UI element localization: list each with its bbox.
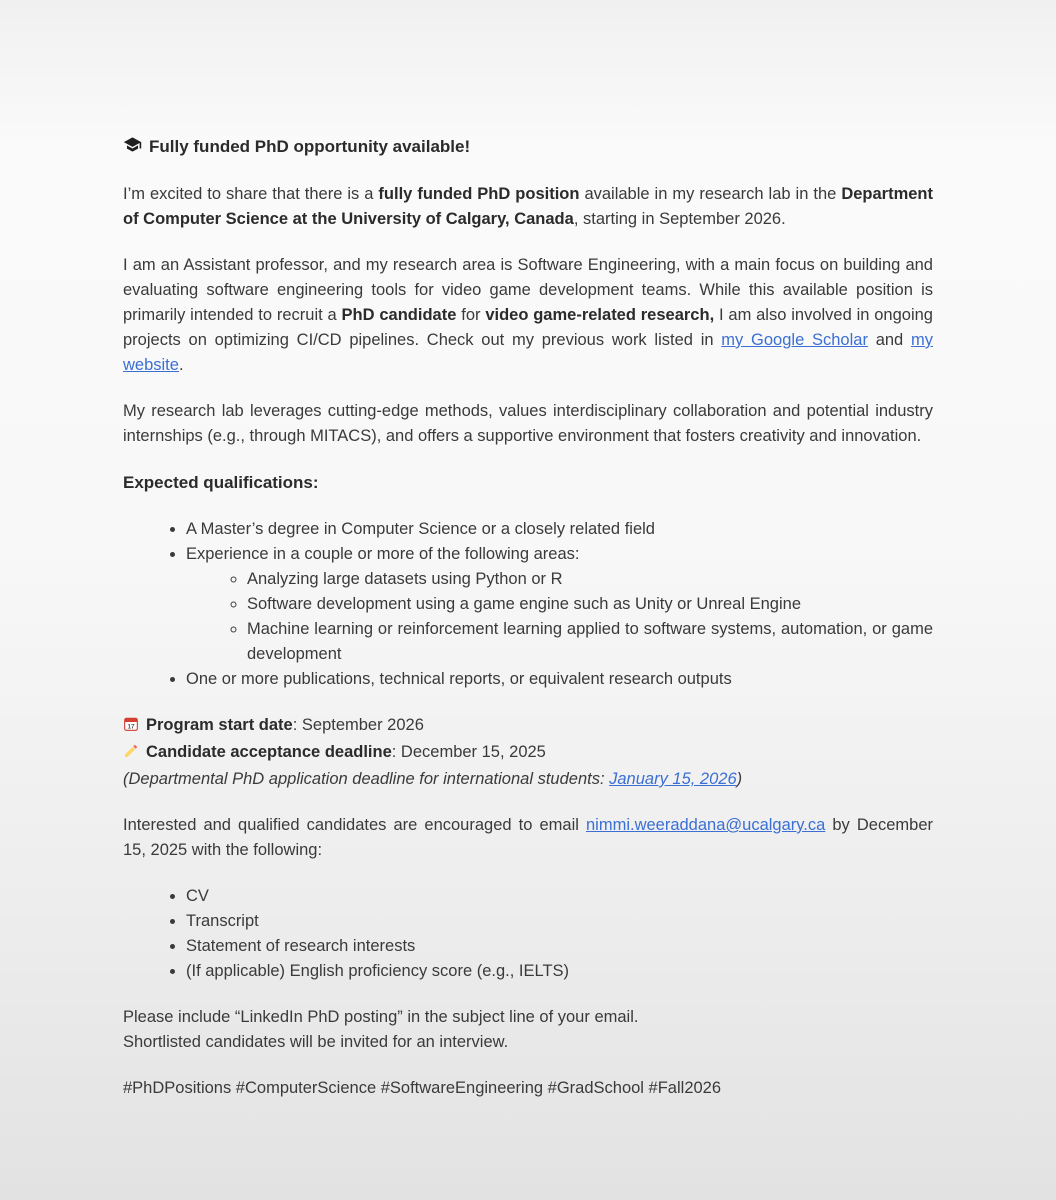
bold-run: video game-related research, [485,306,715,324]
text-run: ) [736,770,743,788]
sub-list-item: ◦ Software development using a game engine such as Unity or Unreal Engine [247,592,933,617]
qualifications-list [123,517,933,692]
closing-line-2: Shortlisted candidates will be invited for an interview. [123,1033,509,1051]
text-run: , starting in September 2026. [573,210,786,228]
hashtags-line: #PhDPositions #ComputerScience #SoftwareEngineering #GradSchool #Fall2026 [123,1079,722,1097]
text-run: I am an Assistant professor, and my research area is Software Engineering, with a main focus on building and evaluating software engineering tools for video game development teams. While this available position is primarily intended to recruit a [123,256,933,324]
calendar-icon [123,718,139,736]
list-item [186,542,933,667]
list-item: • A Master’s degree in Computer Science or a closely related field [186,517,933,542]
email-link[interactable]: nimmi.weeraddana@ucalgary.ca [585,816,826,834]
text-run: I’m excited to share that there is a [123,185,379,203]
google-scholar-link[interactable]: my Google Scholar [721,331,868,349]
lab-paragraph: My research lab leverages cutting-edge methods, values interdisciplinary collaboration and potential industry internships (e.g., through MITACS), and offers a supportive environment that fosters creativity and innovation. [123,402,933,445]
deadline-line [123,740,933,767]
bold-run: Department of Computer Science at the University of Calgary, Canada [123,185,933,228]
text-run: Interested and qualified candidates are encouraged to email [123,816,586,834]
documents-list [123,884,933,984]
svg-text:17: 17 [127,723,135,731]
sub-list-item: ◦ Machine learning or reinforcement learning applied to software systems, automation, or game development [247,617,933,667]
text-run: available in my research lab in the [579,185,842,203]
text-run: by December 15, 2025 with the following: [123,816,933,859]
qualifications-heading: Expected qualifications: [123,473,319,492]
memo-pencil-icon [123,745,139,763]
sub-list-item: ◦ Analyzing large datasets using Python or R [247,567,933,592]
bold-run: PhD candidate [341,306,457,324]
sub-list [186,567,933,667]
intro-paragraph [123,182,933,232]
text-run: for [456,306,486,324]
list-item: • Transcript [186,909,933,934]
list-item-text: Experience in a couple or more of the following areas: [186,545,580,563]
deadline-value: : December 15, 2025 [391,743,546,761]
list-item: • One or more publications, technical reports, or equivalent research outputs [186,667,933,692]
closing-line-1: Please include “LinkedIn PhD posting” in the subject line of your email. [123,1008,639,1026]
text-run: (Departmental PhD application deadline for international students: [123,770,610,788]
list-item: • CV [186,884,933,909]
dept-deadline-link[interactable]: January 15, 2026 [609,770,737,788]
text-run: . [178,356,184,374]
dates-block [123,713,933,792]
closing-paragraph [123,1005,933,1055]
post-title [123,134,933,161]
list-item: • (If applicable) English proficiency score (e.g., IELTS) [186,959,933,984]
program-start-value: : September 2026 [292,716,424,734]
post-title-text: Fully funded PhD opportunity available! [149,137,471,156]
graduation-cap-icon [123,139,142,158]
apply-paragraph [123,813,933,863]
program-start-line [123,713,933,740]
bold-run: fully funded PhD position [378,185,580,203]
dept-deadline-note [123,767,933,792]
deadline-label: Candidate acceptance deadline [146,743,392,761]
text-run: I am also involved in ongoing projects on optimizing CI/CD pipelines. Check out my previous work listed in [123,306,933,349]
program-start-label: Program start date [146,716,293,734]
research-paragraph [123,253,933,378]
website-link[interactable]: my website [123,331,933,374]
list-item: • Statement of research interests [186,934,933,959]
text-run: and [867,331,911,349]
